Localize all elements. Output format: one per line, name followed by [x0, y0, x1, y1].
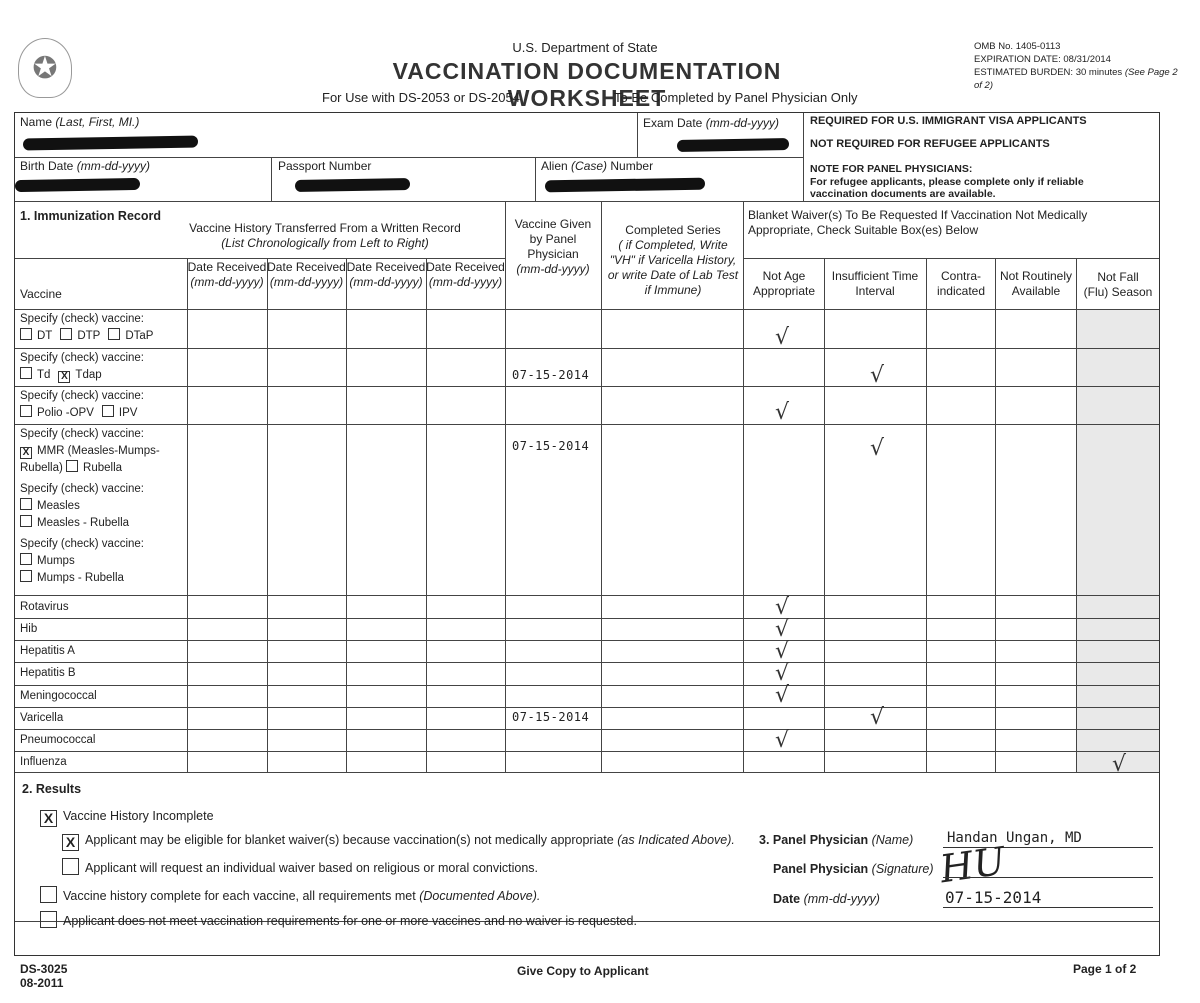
alien-hint: (Case): [571, 159, 608, 173]
date-received-hint: (mm-dd-yyyy): [190, 275, 264, 289]
series-header: [605, 223, 741, 298]
form-use-note: For Use with DS-2053 or DS-2054: [322, 90, 520, 105]
check-pneumo-not-age: √: [775, 728, 790, 753]
measles-rubella-label: Measles - Rubella: [37, 517, 130, 529]
history-subtitle: (List Chronologically from Left to Right): [221, 236, 429, 250]
result-complete: [40, 886, 540, 903]
date-received-header-1: [187, 260, 267, 290]
date-received-header-4: [426, 260, 505, 290]
exam-date-label-text: Exam Date: [643, 116, 703, 130]
dtap-label: DTaP: [125, 330, 154, 342]
specify-label: Specify (check) vaccine:: [20, 313, 144, 325]
alien-suffix: Number: [610, 159, 654, 173]
contraindicated-header: Contra-indicated: [936, 269, 986, 298]
not-age-header: Not Age Appropriate: [752, 269, 816, 298]
individual-checkbox[interactable]: [62, 858, 79, 875]
check-influenza-flu-season: √: [1112, 752, 1127, 777]
omb-burden: ESTIMATED BURDEN: 30 minutes: [974, 67, 1123, 78]
check-varicella-insufficient: √: [870, 705, 885, 730]
ipv-label: IPV: [118, 407, 138, 419]
specify-label: Specify (check) vaccine:: [20, 352, 144, 364]
immunization-section-title: 1. Immunization Record: [20, 209, 161, 223]
physician-sig-label-text: Panel Physician: [773, 862, 869, 876]
waiver-header: Blanket Waiver(s) To Be Requested If Vaccination Not Medically Appropriate, Check Suitable Box(es) Below: [748, 208, 1088, 237]
measles-label: Measles: [37, 500, 80, 512]
physician-note-body: For refugee applicants, please complete only if reliable vaccination documents are available.: [810, 176, 1084, 200]
given-title: Vaccine Given by Panel Physician: [514, 217, 592, 261]
history-title: Vaccine History Transferred From a Written Record: [189, 221, 461, 235]
not-meet-checkbox[interactable]: [40, 911, 57, 928]
not-required-note: NOT REQUIRED FOR REFUGEE APPLICANTS: [810, 138, 1050, 150]
page-number: Page 1 of 2: [1073, 962, 1137, 976]
mumps-rubella-checkbox[interactable]: [20, 570, 32, 582]
ipv-checkbox[interactable]: [102, 405, 114, 417]
passport-redaction: [295, 178, 410, 192]
result-individual: [62, 858, 538, 875]
physician-name-hint: (Name): [871, 833, 914, 847]
copy-note: Give Copy to Applicant: [517, 964, 649, 978]
date-received-header-2: [267, 260, 346, 290]
incomplete-checkbox[interactable]: X: [40, 810, 57, 827]
rubella-label: Rubella: [83, 462, 123, 474]
date-received-header-3: [346, 260, 426, 290]
given-hint: (mm-dd-yyyy): [516, 262, 590, 276]
required-note: REQUIRED FOR U.S. IMMIGRANT VISA APPLICANTS: [810, 115, 1087, 127]
specify-label: Specify (check) vaccine:: [20, 538, 144, 550]
dtap-checkbox[interactable]: [108, 328, 120, 340]
eligible-hint: (as Indicated Above).: [617, 833, 735, 847]
row-hepatitis-a: Hepatitis A: [20, 645, 75, 657]
alien-number-label: [541, 159, 653, 173]
omb-expiration: EXPIRATION DATE: 08/31/2014: [974, 54, 1111, 65]
date-received-hint: (mm-dd-yyyy): [269, 275, 344, 289]
history-header: [165, 221, 485, 251]
physician-date-hint: (mm-dd-yyyy): [803, 892, 880, 906]
passport-label: Passport Number: [278, 159, 372, 173]
state-department-seal: ✪: [18, 38, 72, 98]
omb-number: OMB No. 1405-0113: [974, 41, 1061, 52]
exam-date-label: [643, 116, 779, 130]
agency-name: U.S. Department of State: [512, 40, 658, 55]
name-label-text: Name: [20, 115, 53, 129]
birth-date-label-text: Birth Date: [20, 159, 74, 173]
td-options: [20, 367, 144, 384]
eligible-label: Applicant may be eligible for blanket waiver(s) because vaccination(s) not medically appropriate: [85, 833, 614, 847]
date-received-label: Date Received: [346, 260, 426, 274]
check-polio-not-age: √: [775, 400, 790, 425]
result-eligible: [62, 833, 735, 851]
row-influenza: Influenza: [20, 756, 67, 768]
flu-season-shading: [1077, 310, 1159, 772]
omb-block: [974, 40, 1184, 92]
date-received-label: Date Received: [187, 260, 267, 274]
worksheet-form: [14, 112, 1160, 956]
physician-sig-hint: (Signature): [871, 862, 934, 876]
vaccine-col-header: Vaccine: [20, 287, 62, 301]
omb-burden-line: [974, 66, 1184, 92]
row-rotavirus: Rotavirus: [20, 601, 69, 613]
tdap-given-date: 07-15-2014: [512, 368, 590, 382]
name-hint: (Last, First, MI.): [55, 115, 140, 129]
result-incomplete: [40, 809, 214, 827]
rubella-checkbox[interactable]: [66, 460, 78, 472]
polio-label: Polio -OPV: [37, 407, 94, 419]
check-hepa-not-age: √: [775, 639, 790, 664]
specify-label: Specify (check) vaccine:: [20, 483, 144, 495]
check-dt-not-age: √: [775, 325, 790, 350]
birth-date-label: [20, 159, 150, 173]
specify-label: Specify (check) vaccine:: [20, 390, 144, 402]
birth-date-hint: (mm-dd-yyyy): [76, 159, 151, 173]
exam-date-hint: (mm-dd-yyyy): [705, 116, 780, 130]
complete-hint: (Documented Above).: [419, 889, 541, 903]
date-received-hint: (mm-dd-yyyy): [428, 275, 503, 289]
mmr-given-date: 07-15-2014: [512, 439, 590, 453]
not-flu-season-header: [1078, 270, 1158, 300]
complete-checkbox[interactable]: [40, 886, 57, 903]
check-mening-not-age: √: [775, 683, 790, 708]
row-td: [20, 350, 144, 384]
not-flu-line2: (Flu) Season: [1083, 285, 1153, 299]
tdap-checkbox[interactable]: X: [58, 371, 70, 383]
dt-label: DT: [37, 330, 53, 342]
form-id: DS-3025: [20, 962, 68, 976]
physician-signature-label: [773, 862, 934, 876]
row-mmr: [20, 426, 185, 587]
date-received-hint: (mm-dd-yyyy): [349, 275, 423, 289]
dtp-checkbox[interactable]: [60, 328, 72, 340]
row-varicella: Varicella: [20, 712, 64, 724]
individual-label: Applicant will request an individual waiver based on religious or moral convictions.: [85, 861, 539, 875]
physician-date-label: [773, 892, 880, 906]
check-td-insufficient: √: [870, 363, 885, 388]
form-completer-note: To Be Completed by Panel Physician Only: [614, 90, 858, 105]
row-polio: [20, 388, 144, 422]
check-hepb-not-age: √: [775, 661, 790, 686]
physician-signature: HU: [937, 838, 1008, 892]
row-dt: [20, 311, 153, 345]
date-received-label: Date Received: [267, 260, 346, 274]
measles-option: [20, 498, 185, 515]
dt-options: [20, 328, 153, 345]
measles-rubella-checkbox[interactable]: [20, 515, 32, 527]
physician-name-value: Handan Ungan, MD: [947, 830, 1082, 846]
series-title: Completed Series: [625, 223, 721, 237]
not-meet-label: Applicant does not meet vaccination requirements for one or more vaccines and no waiver is requested.: [63, 914, 637, 928]
alien-label-text: Alien: [541, 159, 568, 173]
row-pneumococcal: Pneumococcal: [20, 734, 96, 746]
physician-date-label-text: Date: [773, 892, 801, 906]
results-title: 2. Results: [22, 782, 82, 796]
dt-checkbox[interactable]: [20, 328, 32, 340]
tdap-label: Tdap: [75, 369, 102, 381]
physician-name-label: [759, 833, 913, 847]
not-flu-line1: Not Fall: [1097, 270, 1139, 284]
birth-date-redaction: [15, 178, 140, 192]
omb-burden-note: (See Page 2 of 2): [974, 67, 1178, 91]
mmr-checkbox[interactable]: X: [20, 447, 32, 459]
dtp-label: DTP: [77, 330, 101, 342]
mmr-options: [20, 443, 185, 477]
row-hib: Hib: [20, 623, 38, 635]
varicella-given-date: 07-15-2014: [512, 710, 590, 724]
physician-note-title: NOTE FOR PANEL PHYSICIANS:: [810, 163, 973, 175]
series-hint: ( if Completed, Write "VH" if Varicella History, or write Date of Lab Test if Immune): [607, 238, 739, 297]
measles-rubella-option: [20, 515, 185, 532]
incomplete-label: Vaccine History Incomplete: [63, 809, 214, 823]
specify-label: Specify (check) vaccine:: [20, 428, 144, 440]
date-received-label: Date Received: [426, 260, 505, 274]
mumps-label: Mumps: [37, 555, 75, 567]
physician-name-label-text: 3. Panel Physician: [759, 833, 869, 847]
check-rotavirus-not-age: √: [775, 595, 790, 620]
not-routine-header: Not Routinely Available: [999, 269, 1073, 298]
name-redaction: [23, 135, 198, 150]
complete-label: Vaccine history complete for each vaccine, all requirements met: [63, 889, 416, 903]
form-title: VACCINATION DOCUMENTATION WORKSHEET: [392, 58, 782, 111]
row-hepatitis-b: Hepatitis B: [20, 667, 76, 679]
eligible-checkbox[interactable]: X: [62, 834, 79, 851]
mumps-option: [20, 553, 185, 570]
result-not-meet: [40, 911, 637, 928]
mumps-rubella-option: [20, 570, 185, 587]
mumps-checkbox[interactable]: [20, 553, 32, 565]
measles-checkbox[interactable]: [20, 498, 32, 510]
td-checkbox[interactable]: [20, 367, 32, 379]
polio-checkbox[interactable]: [20, 405, 32, 417]
check-hib-not-age: √: [775, 617, 790, 642]
alien-number-redaction: [545, 178, 705, 193]
row-meningococcal: Meningococcal: [20, 690, 97, 702]
td-label: Td: [37, 369, 51, 381]
check-mmr-insufficient: √: [870, 436, 885, 461]
physician-date-value: 07-15-2014: [945, 888, 1042, 907]
given-header: [507, 217, 599, 277]
polio-options: [20, 405, 144, 422]
exam-date-redaction: [677, 138, 789, 152]
form-date: 08-2011: [20, 976, 64, 990]
mumps-rubella-label: Mumps - Rubella: [37, 572, 124, 584]
insufficient-header: Insufficient Time Interval: [831, 269, 919, 298]
mmr-label: MMR (Measles-Mumps-Rubella): [20, 445, 160, 474]
name-label: [20, 115, 139, 129]
